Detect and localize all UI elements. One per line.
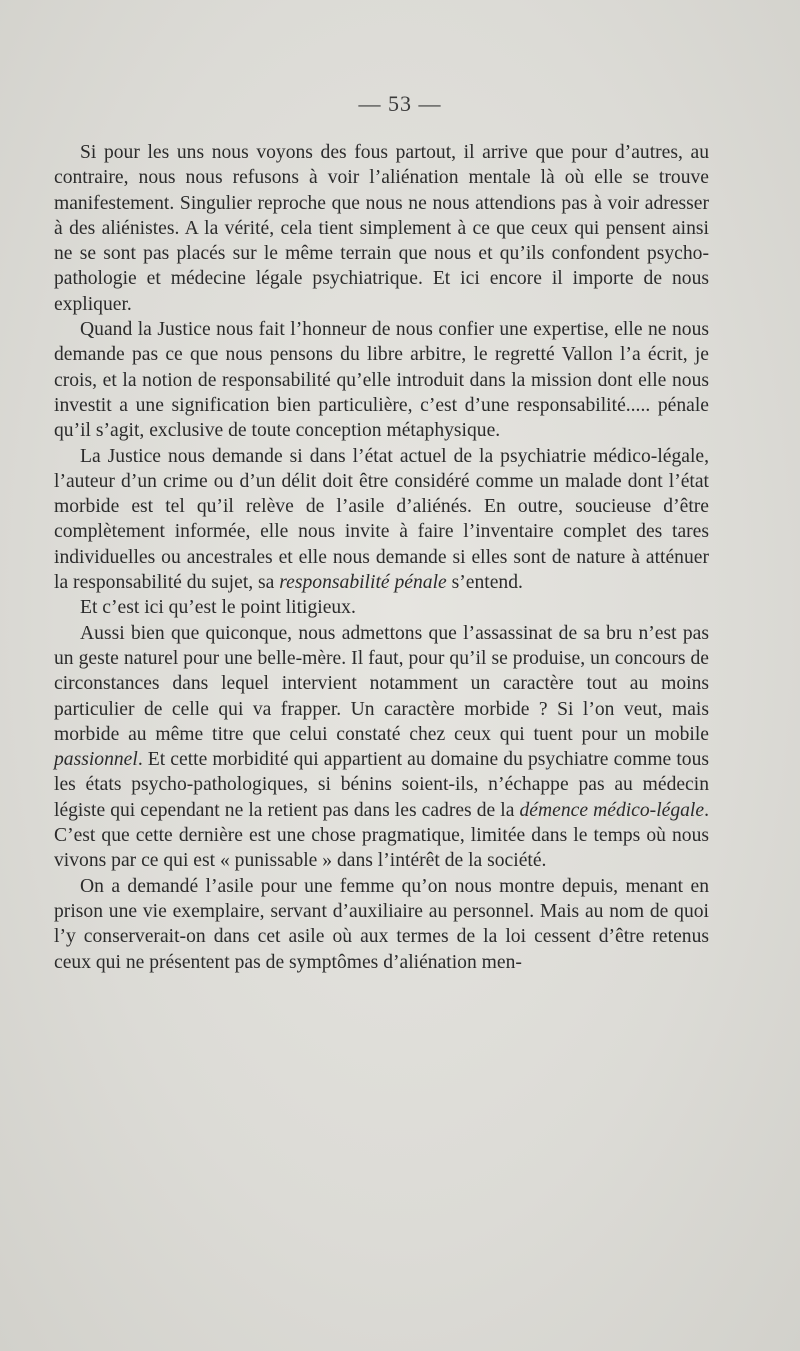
paragraph-text: Aussi bien que quiconque, nous admettons que l’assassinat de sa bru n’est pas un geste naturel pour une belle-mère. Il faut, pour qu’il se produise, un concours de circonstances dans lequel intervient notamment un caractère tout au moins particulier de celle qui va frapper. Un caractère morbide ? Si l’on veut, mais morbide au même titre que celui constaté chez ceux qui tuent pour un mobile <box>54 622 709 745</box>
paragraph-text: s’entend. <box>446 572 523 594</box>
paragraph-text: Si pour les uns nous voyons des fous partout, il arrive que pour d’autres, au contraire, nous nous refusons à voir l’aliénation mentale là où elle se trouve manifestement. Singulier reproche que nous ne nous attendions pas à voir adresser à des aliénistes. A la vérité, cela tient simplement à ce que ceux qui pensent ainsi ne se sont pas placés sur le même terrain que nous et qu’ils confondent psycho-pathologie et médecine légale psychiatrique. Et ici encore il importe de nous expliquer. <box>54 142 709 315</box>
paragraph-text: . Et cette morbidité qui appartient au domaine du psychiatre comme tous les états psycho-pathologiques, si bénins soient-ils, n’échappe pas au médecin légiste qui cependant ne la retient pas dans les cadres de la <box>54 749 709 821</box>
paragraph-text: La Justice nous demande si dans l’état actuel de la psychiatrie médico-légale, l’auteur d’un crime ou d’un délit doit être considéré comme un malade dont l’état morbide est tel qu’il relève de l’asile d’aliénés. En outre, soucieuse d’être complètement informée, elle nous invite à faire l’inventaire complet des tares individuelles ou ancestrales et elle nous demande si elles sont de nature à atténuer la responsabilité du sujet, sa <box>54 445 709 594</box>
body-text <box>54 140 709 975</box>
italic-phrase: passionnel <box>54 749 138 771</box>
paragraph-1 <box>54 140 709 317</box>
paragraph-text: . C’est que cette dernière est une chose pragmatique, limitée dans le temps où nous vivons par ce qui est « punissable » dans l’intérêt de la société. <box>54 799 709 872</box>
page-number: — 53 — <box>358 91 442 116</box>
paragraph-5 <box>54 621 709 874</box>
paragraph-text: On a demandé l’asile pour une femme qu’on nous montre depuis, menant en prison une vie exemplaire, servant d’auxiliaire au personnel. Mais au nom de quoi l’y conserverait-on dans cet asile où aux termes de la loi cessent d’être retenus ceux qui ne présentent pas de symptômes d’aliénation men- <box>54 875 709 973</box>
paragraph-4 <box>54 595 709 620</box>
italic-phrase: démence médico-légale <box>519 799 705 821</box>
paragraph-3 <box>54 444 709 596</box>
italic-phrase: responsabilité pénale <box>279 572 447 594</box>
paragraph-text: Et c’est ici qu’est le point litigieux. <box>80 597 356 619</box>
paragraph-text: Quand la Justice nous fait l’honneur de nous confier une expertise, elle ne nous demande pas ce que nous pensons du libre arbitre, le regretté Vallon l’a écrit, je crois, et la notion de responsabilité qu’elle introduit dans la mission dont elle nous investit a une signification bien particulière, c’est d’une responsabilité..... pénale qu’il s’agit, exclusive de toute conception métaphysique. <box>54 319 709 442</box>
paragraph-2 <box>54 317 709 443</box>
paragraph-6 <box>54 874 709 975</box>
